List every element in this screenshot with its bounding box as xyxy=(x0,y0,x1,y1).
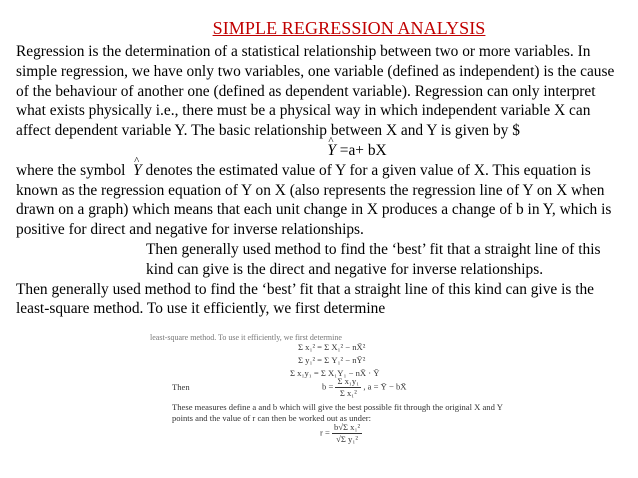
symbol-lead-text: where the symbol xyxy=(16,161,126,179)
formula-sum-y-squared: Σ y₁² = Σ Y₁² − nȲ² xyxy=(298,355,366,365)
symbol-description-text: denotes the estimated value of Y for a given value of X. This equation is known as the regression equation of Y on X (also represents the regression line of Y on X when drawn on a graph) which means that each unit change in X produces a change of b in Y, which is positive for direct and negative for inverse relationships. xyxy=(16,161,612,239)
body-text xyxy=(16,42,628,319)
paragraph-best-fit-1: Then generally used method to find the ‘best’ fit that a straight line of this kind can give is the direct and negative for inverse relationships. xyxy=(146,240,601,278)
page-title: SIMPLE REGRESSION ANALYSIS xyxy=(212,18,486,38)
formula-b-numerator: Σ x₁y₁ xyxy=(337,376,360,386)
formula-sum-xy: Σ x₁y₁ = Σ X₁Y₁ − nX̄ · Ȳ xyxy=(290,368,380,378)
paragraph-regression-intro: Regression is the determination of a statistical relationship between two or more variables. In simple regression, we have only two variables, one variable (defined as independent) is the cause of the behaviour of another one (defined as dependent variable). Regression can only interpret what exists physically i.e., there must be a physical way in which independent variable X can affect dependent variable Y. The basic relationship between X and Y is given by $ xyxy=(16,43,615,140)
formula-a-eq: , a = Ȳ − bX̄ xyxy=(363,381,407,392)
y-hat-symbol-inline: ^ Y xyxy=(133,161,142,181)
formula-r-lhs: r = xyxy=(320,427,330,438)
formula-b-lhs: b = xyxy=(322,381,334,392)
formula-note: These measures define a and b which will give the best possible fit through the original X and Y points and the value of r can then be worked out as under: xyxy=(172,402,503,423)
formula-r-denominator: √Σ y₁² xyxy=(336,434,358,444)
y-hat-symbol: ^ Y xyxy=(327,141,336,161)
equation-rhs: =a+ bX xyxy=(339,141,387,159)
formula-r-fraction xyxy=(332,422,362,445)
paragraph-regression-equation xyxy=(16,161,628,240)
formula-b-denominator: Σ x₁² xyxy=(339,388,357,398)
formula-cut-line: least-square method. To use it efficiently, we first determine xyxy=(150,333,342,342)
formula-sum-x-squared: Σ x₁² = Σ X₁² − nX̄² xyxy=(298,342,366,352)
formula-b-and-a xyxy=(322,376,406,399)
paragraph-best-fit-2: Then generally used method to find the ‘best’ fit that a straight line of this kind can give is the least-square method. To use it efficiently, we first determine xyxy=(16,280,594,318)
formula-then-label: Then xyxy=(172,382,190,392)
formula-r-numerator: b√Σ x₁² xyxy=(334,422,361,432)
formula-image xyxy=(150,332,530,444)
formula-b-fraction xyxy=(335,376,361,399)
regression-equation xyxy=(16,141,628,161)
formula-r xyxy=(320,422,362,445)
